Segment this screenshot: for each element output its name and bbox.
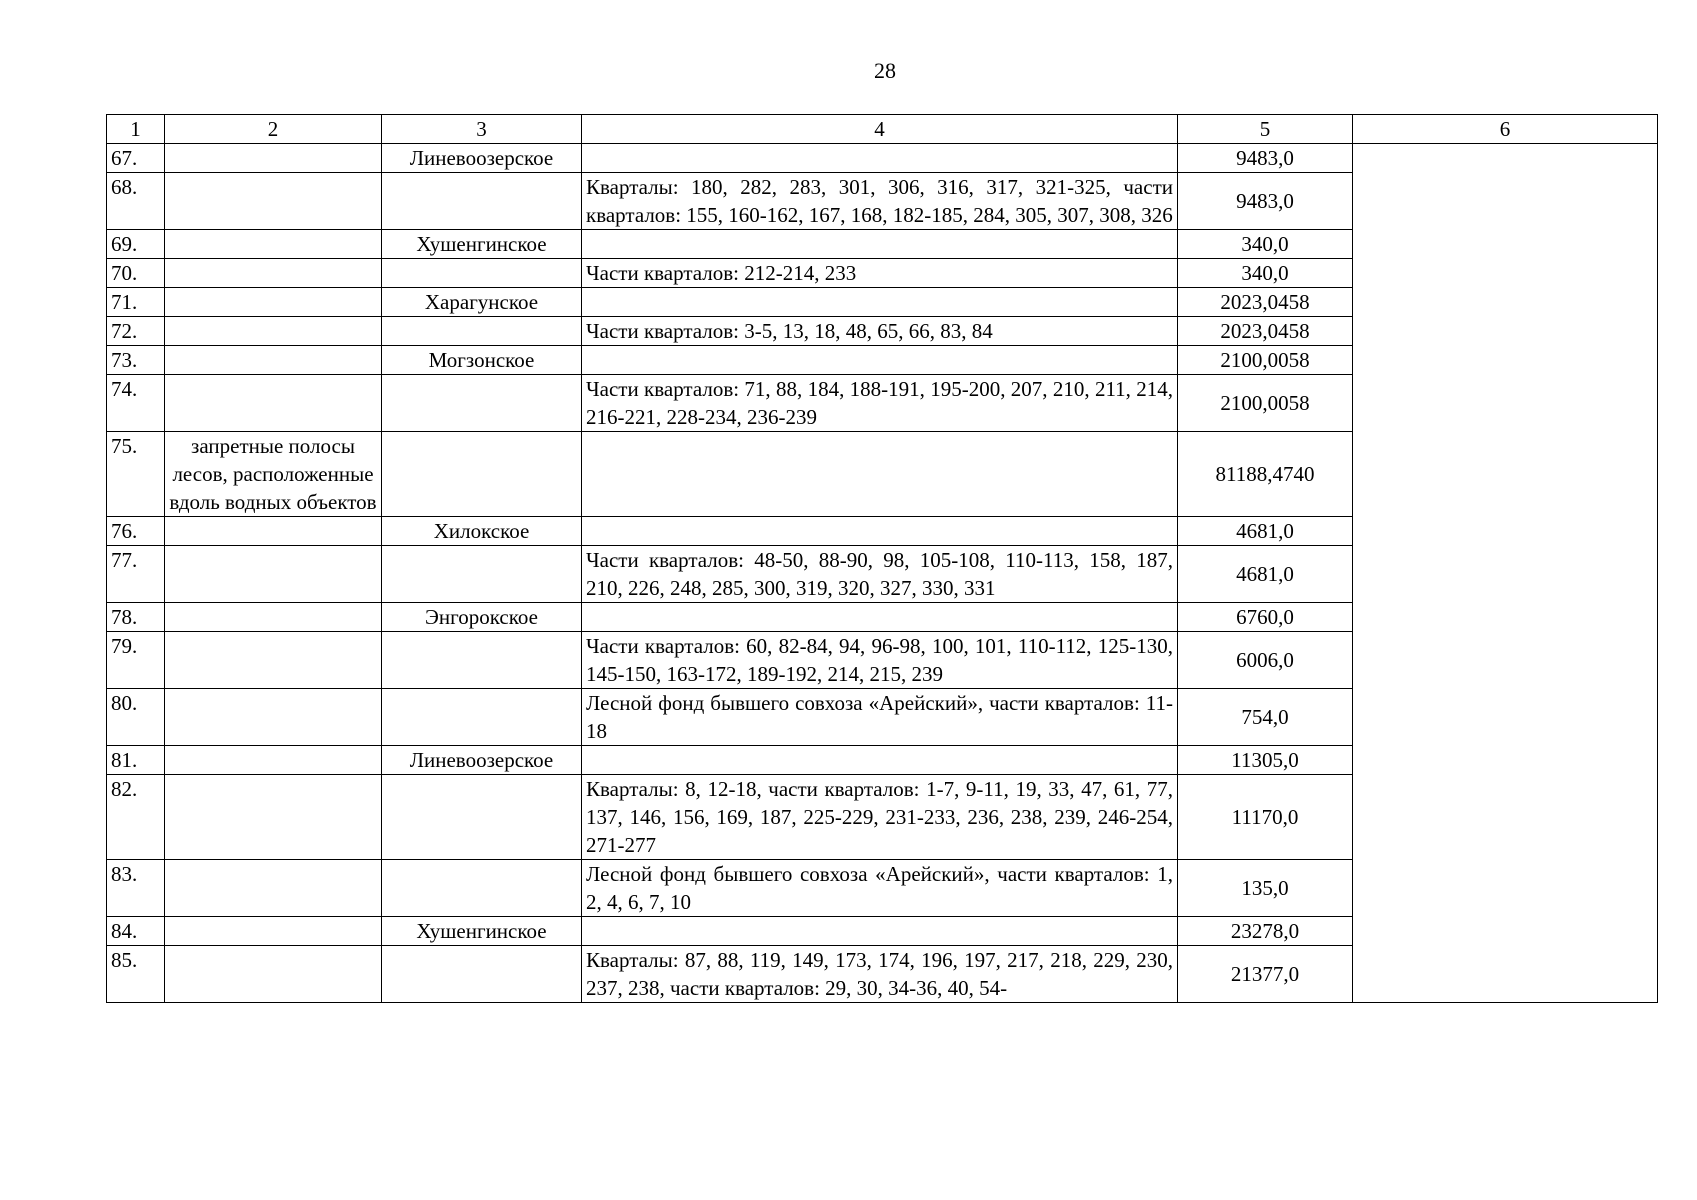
quarters-cell: Кварталы: 8, 12-18, части кварталов: 1-7, 9-11, 19, 33, 47, 61, 77, 137, 146, 156, 169, 187, 225-229, 231-233, 236, 238, 239, 246-254, 271-277: [582, 775, 1178, 860]
row-number-cell: 78.: [107, 603, 165, 632]
area-cell: 2023,0458: [1178, 317, 1353, 346]
row-number-cell: 73.: [107, 346, 165, 375]
row-number-cell: 81.: [107, 746, 165, 775]
quarters-cell: Части кварталов: 71, 88, 184, 188-191, 195-200, 207, 210, 211, 214, 216-221, 228-234, 236-239: [582, 375, 1178, 432]
table-body: [107, 144, 1658, 1003]
header-cell: 4: [582, 115, 1178, 144]
forestry-cell: Харагунское: [382, 288, 582, 317]
category-cell: [165, 259, 382, 288]
area-cell: 81188,4740: [1178, 432, 1353, 517]
quarters-cell: [582, 144, 1178, 173]
row-number-cell: 79.: [107, 632, 165, 689]
quarters-cell: Кварталы: 87, 88, 119, 149, 173, 174, 196, 197, 217, 218, 229, 230, 237, 238, части кварталов: 29, 30, 34-36, 40, 54-: [582, 946, 1178, 1003]
header-cell: 1: [107, 115, 165, 144]
area-cell: 135,0: [1178, 860, 1353, 917]
quarters-cell: [582, 746, 1178, 775]
area-cell: 9483,0: [1178, 144, 1353, 173]
forestry-cell: Хилокское: [382, 517, 582, 546]
row-number-cell: 67.: [107, 144, 165, 173]
category-cell: [165, 603, 382, 632]
forestry-cell: [382, 632, 582, 689]
area-cell: 6006,0: [1178, 632, 1353, 689]
table-row: [107, 144, 1658, 173]
row-number-cell: 74.: [107, 375, 165, 432]
quarters-cell: Части кварталов: 3-5, 13, 18, 48, 65, 66, 83, 84: [582, 317, 1178, 346]
area-cell: 6760,0: [1178, 603, 1353, 632]
header-row: [107, 115, 1658, 144]
area-cell: 2100,0058: [1178, 375, 1353, 432]
category-cell: [165, 346, 382, 375]
quarters-cell: [582, 432, 1178, 517]
category-cell: [165, 546, 382, 603]
header-cell: 2: [165, 115, 382, 144]
category-cell: [165, 860, 382, 917]
header-cell: 6: [1353, 115, 1658, 144]
category-cell: [165, 288, 382, 317]
category-cell: [165, 317, 382, 346]
row-number-cell: 83.: [107, 860, 165, 917]
forestry-cell: [382, 546, 582, 603]
area-cell: 340,0: [1178, 230, 1353, 259]
area-cell: 2100,0058: [1178, 346, 1353, 375]
category-cell: [165, 746, 382, 775]
data-table: [106, 114, 1658, 1003]
area-cell: 4681,0: [1178, 517, 1353, 546]
row-number-cell: 70.: [107, 259, 165, 288]
quarters-cell: Лесной фонд бывшего совхоза «Арейский», части кварталов: 11-18: [582, 689, 1178, 746]
area-cell: 9483,0: [1178, 173, 1353, 230]
row-number-cell: 71.: [107, 288, 165, 317]
forestry-cell: Хушенгинское: [382, 917, 582, 946]
row-number-cell: 85.: [107, 946, 165, 1003]
row-number-cell: 76.: [107, 517, 165, 546]
quarters-cell: Кварталы: 180, 282, 283, 301, 306, 316, 317, 321-325, части кварталов: 155, 160-162, 167, 168, 182-185, 284, 305, 307, 308, 326: [582, 173, 1178, 230]
forestry-cell: [382, 432, 582, 517]
category-cell: [165, 517, 382, 546]
area-cell: 21377,0: [1178, 946, 1353, 1003]
area-cell: 11305,0: [1178, 746, 1353, 775]
quarters-cell: Лесной фонд бывшего совхоза «Арейский», части кварталов: 1, 2, 4, 6, 7, 10: [582, 860, 1178, 917]
header-cell: 5: [1178, 115, 1353, 144]
quarters-cell: Части кварталов: 60, 82-84, 94, 96-98, 100, 101, 110-112, 125-130, 145-150, 163-172, 189-192, 214, 215, 239: [582, 632, 1178, 689]
forestry-cell: Линевоозерское: [382, 746, 582, 775]
quarters-cell: [582, 230, 1178, 259]
forestry-cell: [382, 860, 582, 917]
category-cell: [165, 946, 382, 1003]
category-cell: [165, 230, 382, 259]
quarters-cell: [582, 517, 1178, 546]
quarters-cell: Части кварталов: 48-50, 88-90, 98, 105-108, 110-113, 158, 187, 210, 226, 248, 285, 300, 319, 320, 327, 330, 331: [582, 546, 1178, 603]
area-cell: 11170,0: [1178, 775, 1353, 860]
forestry-cell: [382, 375, 582, 432]
forestry-cell: Линевоозерское: [382, 144, 582, 173]
forestry-cell: Могзонское: [382, 346, 582, 375]
category-cell: [165, 689, 382, 746]
quarters-cell: [582, 603, 1178, 632]
row-number-cell: 77.: [107, 546, 165, 603]
area-cell: 2023,0458: [1178, 288, 1353, 317]
row-number-cell: 69.: [107, 230, 165, 259]
quarters-cell: [582, 917, 1178, 946]
category-cell: запретные полосы лесов, расположенные вдоль водных объектов: [165, 432, 382, 517]
forestry-cell: [382, 173, 582, 230]
quarters-cell: Части кварталов: 212-214, 233: [582, 259, 1178, 288]
category-cell: [165, 375, 382, 432]
quarters-cell: [582, 346, 1178, 375]
category-cell: [165, 917, 382, 946]
forestry-cell: [382, 317, 582, 346]
forestry-cell: [382, 259, 582, 288]
category-cell: [165, 173, 382, 230]
row-number-cell: 84.: [107, 917, 165, 946]
notes-cell: [1353, 144, 1658, 1003]
page-number: 28: [874, 58, 896, 83]
quarters-cell: [582, 288, 1178, 317]
forestry-cell: Хушенгинское: [382, 230, 582, 259]
area-cell: 340,0: [1178, 259, 1353, 288]
forestry-cell: [382, 689, 582, 746]
row-number-cell: 75.: [107, 432, 165, 517]
row-number-cell: 68.: [107, 173, 165, 230]
row-number-cell: 72.: [107, 317, 165, 346]
row-number-cell: 80.: [107, 689, 165, 746]
category-cell: [165, 775, 382, 860]
row-number-cell: 82.: [107, 775, 165, 860]
area-cell: 4681,0: [1178, 546, 1353, 603]
forestry-cell: Энгорокское: [382, 603, 582, 632]
category-cell: [165, 144, 382, 173]
header-cell: 3: [382, 115, 582, 144]
category-cell: [165, 632, 382, 689]
forestry-cell: [382, 775, 582, 860]
area-cell: 23278,0: [1178, 917, 1353, 946]
area-cell: 754,0: [1178, 689, 1353, 746]
forestry-cell: [382, 946, 582, 1003]
